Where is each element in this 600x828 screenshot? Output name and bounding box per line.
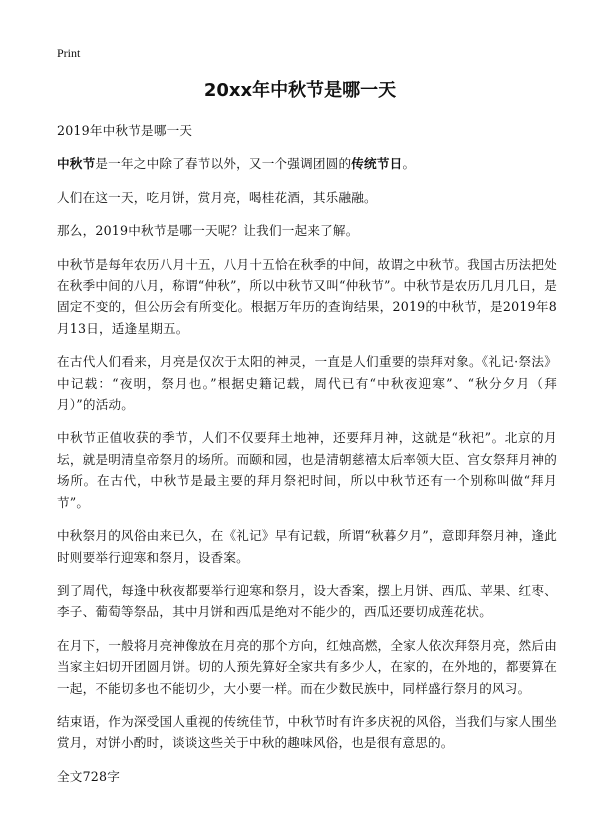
- intro-paragraph: [57, 153, 557, 174]
- intro-bold-term: 中秋节: [57, 156, 96, 172]
- print-link[interactable]: Print: [57, 46, 81, 60]
- paragraph-1: 人们在这一天，吃月饼，赏月亮，喝桂花酒，其乐融融。: [57, 189, 377, 205]
- paragraph-4: 在古代人们看来，月亮是仅次于太阳的神灵，一直是人们重要的崇拜对象。《礼记·祭法》中记载：“夜明，祭月也。”根据史籍记载，周代已有“中秋夜迎寒”、“秋分夕月（拜月）”的活动。: [57, 354, 557, 413]
- paragraph-9: 结束语，作为深受国人重视的传统佳节，中秋节时有许多庆祝的风俗，当我们与家人围坐赏月，对饼小酌时，谈谈这些关于中秋的趣味风俗，也是很有意思的。: [57, 713, 557, 751]
- paragraph-8: 在月下，一般将月亮神像放在月亮的那个方向，红烛高燃，全家人依次拜祭月亮，然后由当家主妇切开团圆月饼。切的人预先算好全家共有多少人，在家的，在外地的，都要算在一起，不能切多也不能切少，大小要一样。而在少数民族中，同样盛行祭月的风习。: [57, 637, 557, 696]
- word-count: 全文728字: [57, 768, 121, 784]
- paragraph-3: 中秋节是每年农历八月十五，八月十五恰在秋季的中间，故谓之中秋节。我国古历法把处在秋季中间的八月，称谓“仲秋”，所以中秋节又叫“仲秋节”。中秋节是农历几月几日，是固定不变的，但公历会有所变化。根据万年历的查询结果，2019的中秋节，是2019年8月13日，适逢星期五。: [57, 256, 557, 336]
- intro-bold-phrase: 传统节日: [351, 156, 403, 172]
- intro-text: 是一年之中除了春节以外，又一个强调团圆的: [95, 156, 352, 172]
- article-subtitle: 2019年中秋节是哪一天: [57, 123, 193, 138]
- paragraph-6: 中秋祭月的风俗由来已久，在《礼记》早有记载，所谓“秋暮夕月”，意即拜祭月神，逢此时则要举行迎寒和祭月，设香案。: [57, 528, 557, 565]
- intro-punctuation: 。: [402, 156, 416, 172]
- paragraph-2: 那么，2019中秋节是哪一天呢？让我们一起来了解。: [57, 223, 359, 239]
- article-body: [57, 120, 557, 799]
- paragraph-5: 中秋节正值收获的季节，人们不仅要拜土地神，还要拜月神，这就是“秋祀”。北京的月坛，就是明清皇帝祭月的场所。而颐和园，也是清朝慈禧太后率领大臣、宫女祭拜月神的场所。在古代，中秋节是最主要的拜月祭祀时间，所以中秋节还有一个别称叫做“拜月节”。: [57, 430, 557, 510]
- paragraph-7: 到了周代，每逢中秋夜都要举行迎寒和祭月，设大香案，摆上月饼、西瓜、苹果、红枣、李子、葡萄等祭品，其中月饼和西瓜是绝对不能少的，西瓜还要切成莲花状。: [57, 582, 557, 620]
- article-title: 20xx年中秋节是哪一天: [203, 80, 397, 101]
